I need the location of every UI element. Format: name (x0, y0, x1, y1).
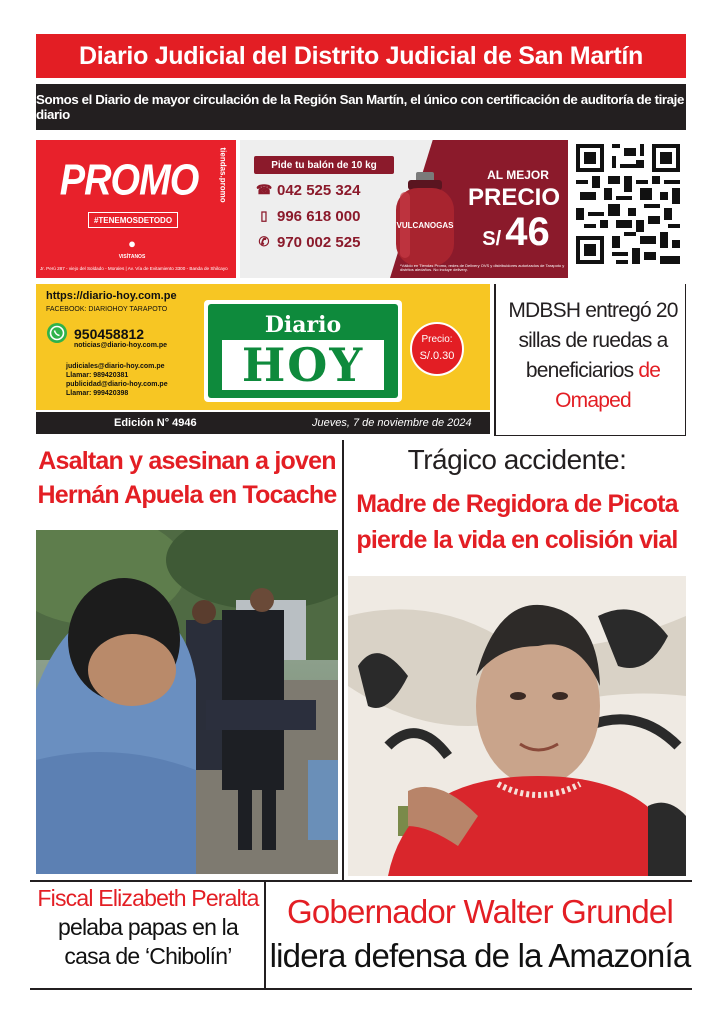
gas-price (464, 210, 568, 255)
news-email[interactable]: noticias@diario-hoy.com.pe (74, 342, 168, 349)
price-value: S/.0.30 (419, 350, 455, 362)
governor-story-rest: lidera defensa de la Amazonía (269, 937, 691, 974)
judicial-contacts (66, 362, 206, 398)
logo-hoy: HOY (222, 340, 384, 390)
gas-phone-number: 996 618 000 (277, 207, 361, 225)
gas-phone-1[interactable] (256, 180, 406, 200)
bottom-column-divider (264, 882, 266, 988)
gas-phone-2[interactable] (256, 206, 406, 226)
promo-web-text: tiendas.promo (218, 147, 228, 203)
gas-headline: Pide tu balón de 10 kg (254, 156, 394, 174)
wheelchair-story-box[interactable] (494, 284, 686, 436)
fiscal-story-name: Fiscal Elizabeth Peralta (37, 885, 259, 911)
wheelchair-story-highlight: de Omaped (555, 359, 661, 412)
whatsapp-icon (46, 322, 68, 344)
promo-hashtag: #TENEMOSDETODO (88, 212, 178, 228)
fiscal-story-headline[interactable] (34, 884, 262, 971)
fiscal-story-rest: pelaba papas en la casa de ‘Chibolín’ (58, 914, 238, 969)
gas-best: AL MEJOR (487, 168, 549, 182)
judicial-email[interactable]: judiciales@diario-hoy.com.pe (66, 363, 165, 370)
tagline: Somos el Diario de mayor circulación de la Región San Martín, el único con certificación de auditoría de tiraje diario (36, 84, 686, 130)
edition-date: Jueves, 7 de noviembre de 2024 (312, 417, 472, 429)
advertising-email[interactable]: publicidad@diario-hoy.com.pe (66, 381, 168, 388)
gas-price-word: PRECIO (467, 184, 560, 211)
gas-amount: 46 (505, 210, 550, 254)
edition-number: Edición N° 4946 (114, 417, 197, 429)
mobile-icon: ▯ (260, 208, 268, 223)
edition-bar (36, 412, 490, 434)
promo-address: Jr. Perú 287 - viejo del Soldado - Morales | Av. Vía de Evitamiento 3300 - Banda de Shilcayo (40, 266, 228, 271)
price-badge (410, 322, 464, 376)
qr-code[interactable] (576, 144, 680, 264)
whatsapp-number[interactable]: 950458812 (74, 326, 145, 342)
wheelchair-story-headline (500, 296, 686, 416)
gas-tank-icon (390, 170, 460, 268)
gas-phone-number: 970 002 525 (277, 233, 361, 251)
bottom-divider-bottom (30, 988, 692, 990)
accident-story-kicker: Trágico accidente: (407, 444, 627, 475)
accident-story-headline[interactable]: Madre de Regidora de Picota pierde la vida en colisión vial (356, 490, 678, 554)
governor-story-headline[interactable] (268, 890, 692, 978)
accident-victim-photo[interactable] (348, 576, 686, 876)
newspaper-logo (204, 300, 402, 402)
bottom-divider-top (30, 880, 692, 882)
advertising-phone[interactable]: Llamar: 999420398 (66, 390, 129, 397)
masthead-title: Diario Judicial del Distrito Judicial de San Martín (36, 34, 686, 78)
gas-currency: S/ (482, 228, 502, 250)
gas-ad[interactable] (240, 140, 568, 278)
phone-icon: ☎ (256, 182, 273, 197)
governor-story-name: Gobernador Walter Grundel (287, 893, 673, 930)
promo-ad[interactable] (36, 140, 236, 278)
promo-word: PROMO (59, 156, 199, 206)
promo-visit: VISÍTANOS (118, 254, 146, 260)
wheelchair-story-text: MDBSH entregó 20 sillas de ruedas a beneficiarios (508, 299, 678, 382)
logo-panel (208, 304, 398, 398)
gas-phone-number: 042 525 324 (277, 181, 361, 199)
crime-scene-photo[interactable] (36, 530, 338, 874)
promo-web (208, 147, 230, 264)
facebook-label[interactable]: FACEBOOK: DIARIOHOY TARAPOTO (46, 306, 168, 313)
website-link[interactable]: https://diario-hoy.com.pe (46, 290, 177, 302)
gas-note: *Válido en Tiendas Promo, redes de Delivery OVS y distribuidores autorizados de Tarapoto y distritos aledaños. No incluye delivery. (400, 263, 565, 273)
column-divider (342, 440, 344, 880)
gas-phone-3[interactable] (256, 232, 406, 252)
judicial-phone[interactable]: Llamar: 989420381 (66, 372, 129, 379)
gas-brand: VULCANOGAS (396, 221, 454, 230)
logo-diario: Diario (264, 312, 342, 338)
price-label: Precio: (421, 334, 453, 345)
tocache-story-headline[interactable]: Asaltan y asesinan a joven Hernán Apuela en Tocache (37, 447, 337, 509)
location-pin-icon: ● (128, 236, 136, 251)
whatsapp-icon: ✆ (258, 234, 270, 249)
